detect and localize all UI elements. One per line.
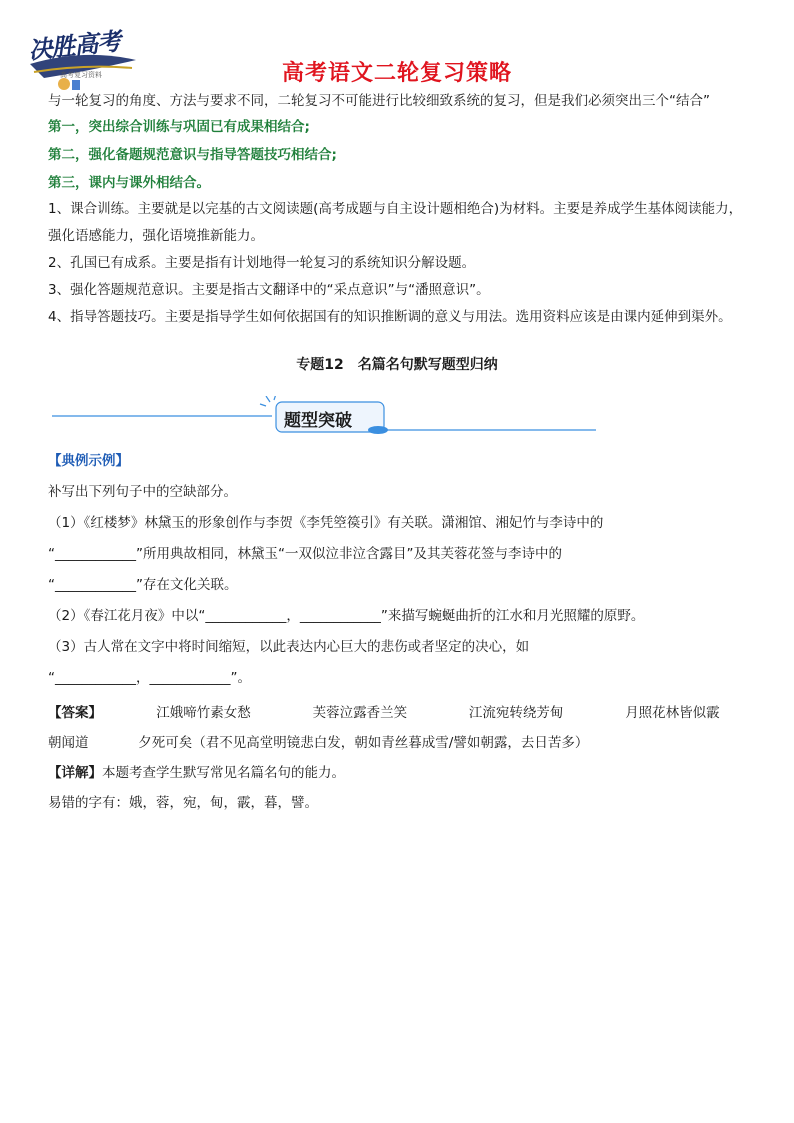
- answer-6: 夕死可矣（君不见高堂明镜悲白发，朝如青丝暮成雪/譬如朝露，去日苦多）: [138, 735, 589, 751]
- question-1-line2: “____________”所用典故相同，林黛玉“一双似泣非泣含露目”及其芙蓉花签与李诗中的: [48, 546, 562, 562]
- question-3-line2: “____________，____________”。: [48, 670, 251, 686]
- intro-text: 与一轮复习的角度、方法与要求不同，二轮复习不可能进行比较细致系统的复习，但是我们必须突出三个“结合”: [48, 93, 710, 109]
- item-4: 4、指导答题技巧。主要是指导学生如何依据国有的知识推断调的意义与用法。选用资料应该是由课内延伸到渠外。: [48, 309, 732, 325]
- answer-1: 江娥啼竹素女愁: [156, 705, 251, 721]
- answer-3: 江流宛转绕芳甸: [468, 705, 564, 721]
- answer-2: 芙蓉泣露香兰笑: [312, 705, 408, 721]
- question-3: （3）古人常在文字中将时间缩短，以此表达内心巨大的悲伤或者坚定的决心，如: [48, 639, 530, 655]
- answer-tag: 【答案】: [48, 705, 102, 721]
- answers-block: [48, 698, 768, 818]
- point-2: 第二，强化备题规范意识与指导答题技巧相结合;: [48, 147, 337, 163]
- answer-5: 朝闻道: [48, 735, 89, 751]
- logo-text: 决胜高考: [26, 26, 122, 65]
- detail-text: 本题考查学生默写常见名篇名句的能力。: [102, 765, 345, 781]
- prompt-text: 补写出下列句子中的空缺部分。: [48, 484, 237, 500]
- point-3: 第三，课内与课外相结合。: [48, 175, 210, 191]
- banner: [52, 396, 596, 436]
- question-1: （1）《红楼梦》林黛玉的形象创作与李贺《李凭箜篌引》有关联。潇湘馆、湘妃竹与李诗中的: [48, 515, 604, 531]
- example-tag: 【典例示例】: [48, 453, 129, 469]
- question-1-line3: “____________”存在文化关联。: [48, 577, 238, 593]
- error-chars: 易错的字有：娥，蓉，宛，甸，霰，暮，譬。: [48, 795, 318, 811]
- section-title: 专题12 名篇名句默写题型归纳: [296, 357, 498, 373]
- banner-label: 题型突破: [284, 411, 352, 431]
- item-2: 2、孔国已有成系。主要是指有计划地得一轮复习的系统知识分解设题。: [48, 255, 476, 271]
- item-1-cont: 强化语感能力，强化语境推新能力。: [48, 228, 264, 244]
- page-title: 高考语文二轮复习策略: [281, 61, 512, 86]
- detail-tag: 【详解】: [48, 765, 102, 781]
- logo-subtext: 高考复习资料: [60, 71, 102, 79]
- item-3: 3、强化答题规范意识。主要是指古文翻译中的“采点意识”与“潘照意识”。: [48, 282, 490, 298]
- question-2: （2）《春江花月夜》中以“____________，____________”来描写蜿蜒曲折的江水和月光照耀的原野。: [48, 608, 645, 624]
- item-1: 1、课合训练。主要就是以完基的古文阅读题(高考成题与自主设计题相绝合)为材料。主要是养成学生基体阅读能力，: [48, 201, 743, 217]
- point-1: 第一，突出综合训练与巩固已有成果相结合;: [48, 119, 310, 135]
- answer-4: 月照花林皆似霰: [625, 705, 720, 721]
